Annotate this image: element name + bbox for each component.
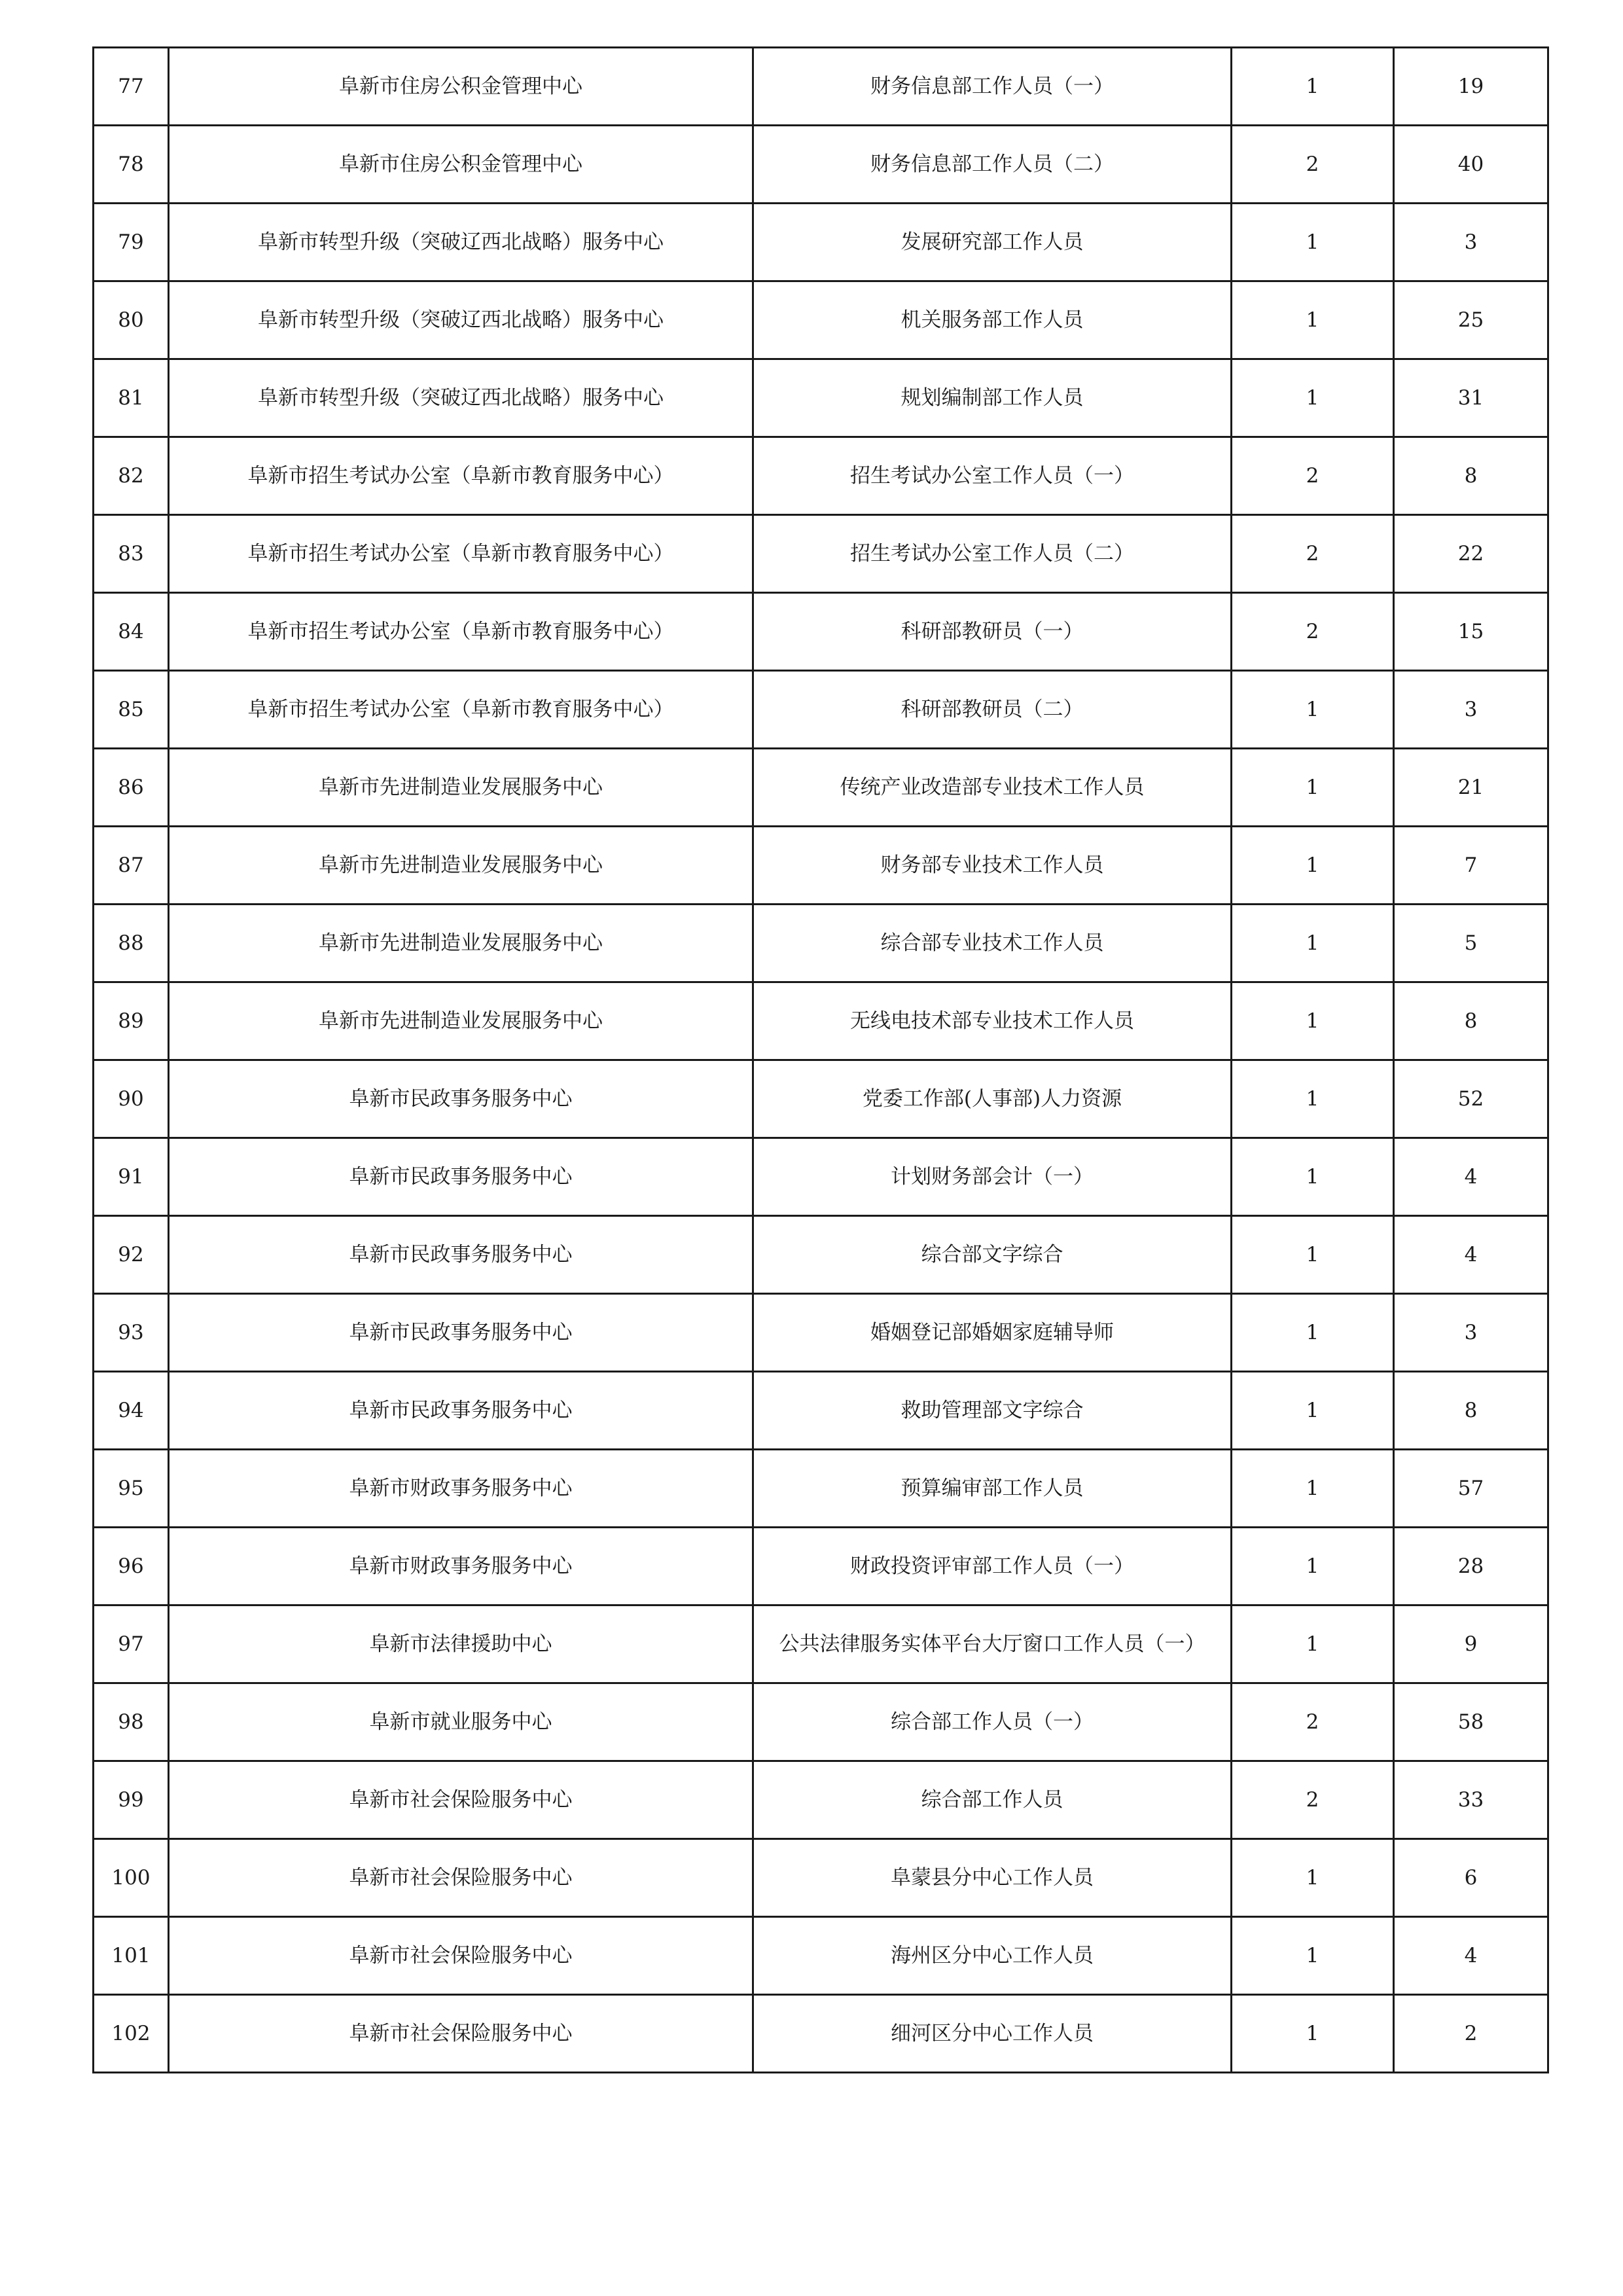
hiring-count-cell: 2	[1232, 593, 1394, 671]
hiring-count-cell: 1	[1232, 1216, 1394, 1294]
applicant-count-cell: 25	[1394, 281, 1548, 359]
applicant-count-cell: 6	[1394, 1839, 1548, 1917]
table-row	[94, 827, 1548, 905]
position-name-cell: 公共法律服务实体平台大厅窗口工作人员（一）	[753, 1605, 1232, 1683]
unit-name-cell: 阜新市住房公积金管理中心	[169, 126, 753, 204]
unit-name-cell: 阜新市就业服务中心	[169, 1683, 753, 1761]
applicant-count-cell: 19	[1394, 48, 1548, 126]
applicant-count-cell: 3	[1394, 671, 1548, 749]
applicant-count-cell: 8	[1394, 982, 1548, 1060]
position-name-cell: 科研部教研员（二）	[753, 671, 1232, 749]
unit-name-cell: 阜新市民政事务服务中心	[169, 1216, 753, 1294]
row-number-cell: 89	[94, 982, 169, 1060]
unit-name-cell: 阜新市先进制造业发展服务中心	[169, 905, 753, 982]
applicant-count-cell: 3	[1394, 1294, 1548, 1372]
applicant-count-cell: 2	[1394, 1995, 1548, 2073]
hiring-count-cell: 2	[1232, 515, 1394, 593]
row-number-cell: 98	[94, 1683, 169, 1761]
row-number-cell: 84	[94, 593, 169, 671]
hiring-count-cell: 1	[1232, 1450, 1394, 1528]
applicant-count-cell: 15	[1394, 593, 1548, 671]
hiring-count-cell: 1	[1232, 48, 1394, 126]
applicant-count-cell: 8	[1394, 1372, 1548, 1450]
hiring-count-cell: 1	[1232, 827, 1394, 905]
row-number-cell: 93	[94, 1294, 169, 1372]
hiring-count-cell: 1	[1232, 749, 1394, 827]
applicant-count-cell: 28	[1394, 1528, 1548, 1605]
unit-name-cell: 阜新市社会保险服务中心	[169, 1761, 753, 1839]
applicant-count-cell: 58	[1394, 1683, 1548, 1761]
hiring-count-cell: 1	[1232, 281, 1394, 359]
table-row	[94, 1761, 1548, 1839]
table-row	[94, 905, 1548, 982]
applicant-count-cell: 4	[1394, 1216, 1548, 1294]
unit-name-cell: 阜新市财政事务服务中心	[169, 1450, 753, 1528]
row-number-cell: 86	[94, 749, 169, 827]
hiring-count-cell: 2	[1232, 1761, 1394, 1839]
position-name-cell: 海州区分中心工作人员	[753, 1917, 1232, 1995]
position-name-cell: 综合部工作人员（一）	[753, 1683, 1232, 1761]
table-row	[94, 1839, 1548, 1917]
position-name-cell: 计划财务部会计（一）	[753, 1138, 1232, 1216]
position-name-cell: 财务部专业技术工作人员	[753, 827, 1232, 905]
table-row	[94, 1138, 1548, 1216]
position-name-cell: 综合部文字综合	[753, 1216, 1232, 1294]
applicant-count-cell: 31	[1394, 359, 1548, 437]
applicant-count-cell: 33	[1394, 1761, 1548, 1839]
position-name-cell: 综合部专业技术工作人员	[753, 905, 1232, 982]
hiring-count-cell: 1	[1232, 1839, 1394, 1917]
unit-name-cell: 阜新市社会保险服务中心	[169, 1917, 753, 1995]
row-number-cell: 94	[94, 1372, 169, 1450]
table-row	[94, 1372, 1548, 1450]
hiring-count-cell: 1	[1232, 204, 1394, 281]
unit-name-cell: 阜新市民政事务服务中心	[169, 1372, 753, 1450]
position-name-cell: 招生考试办公室工作人员（二）	[753, 515, 1232, 593]
unit-name-cell: 阜新市民政事务服务中心	[169, 1294, 753, 1372]
position-name-cell: 综合部工作人员	[753, 1761, 1232, 1839]
table-row	[94, 1450, 1548, 1528]
unit-name-cell: 阜新市先进制造业发展服务中心	[169, 982, 753, 1060]
unit-name-cell: 阜新市法律援助中心	[169, 1605, 753, 1683]
row-number-cell: 91	[94, 1138, 169, 1216]
row-number-cell: 85	[94, 671, 169, 749]
table-row	[94, 1216, 1548, 1294]
table-row	[94, 1917, 1548, 1995]
row-number-cell: 96	[94, 1528, 169, 1605]
table-row	[94, 749, 1548, 827]
unit-name-cell: 阜新市民政事务服务中心	[169, 1060, 753, 1138]
applicant-count-cell: 21	[1394, 749, 1548, 827]
document-page	[92, 46, 1547, 2073]
row-number-cell: 80	[94, 281, 169, 359]
row-number-cell: 88	[94, 905, 169, 982]
unit-name-cell: 阜新市民政事务服务中心	[169, 1138, 753, 1216]
position-name-cell: 细河区分中心工作人员	[753, 1995, 1232, 2073]
applicant-count-cell: 8	[1394, 437, 1548, 515]
table-row	[94, 204, 1548, 281]
hiring-count-cell: 1	[1232, 359, 1394, 437]
hiring-count-cell: 1	[1232, 1372, 1394, 1450]
unit-name-cell: 阜新市招生考试办公室（阜新市教育服务中心）	[169, 593, 753, 671]
position-name-cell: 规划编制部工作人员	[753, 359, 1232, 437]
unit-name-cell: 阜新市财政事务服务中心	[169, 1528, 753, 1605]
unit-name-cell: 阜新市招生考试办公室（阜新市教育服务中心）	[169, 515, 753, 593]
row-number-cell: 87	[94, 827, 169, 905]
hiring-count-cell: 1	[1232, 905, 1394, 982]
applicant-count-cell: 4	[1394, 1138, 1548, 1216]
table-row	[94, 1528, 1548, 1605]
position-name-cell: 阜蒙县分中心工作人员	[753, 1839, 1232, 1917]
unit-name-cell: 阜新市转型升级（突破辽西北战略）服务中心	[169, 359, 753, 437]
row-number-cell: 102	[94, 1995, 169, 2073]
row-number-cell: 97	[94, 1605, 169, 1683]
position-name-cell: 机关服务部工作人员	[753, 281, 1232, 359]
table-body	[94, 48, 1548, 2073]
table-row	[94, 1605, 1548, 1683]
table-row	[94, 48, 1548, 126]
table-row	[94, 281, 1548, 359]
row-number-cell: 99	[94, 1761, 169, 1839]
table-row	[94, 593, 1548, 671]
row-number-cell: 90	[94, 1060, 169, 1138]
unit-name-cell: 阜新市先进制造业发展服务中心	[169, 749, 753, 827]
hiring-count-cell: 1	[1232, 1995, 1394, 2073]
unit-name-cell: 阜新市招生考试办公室（阜新市教育服务中心）	[169, 437, 753, 515]
position-name-cell: 财务信息部工作人员（一）	[753, 48, 1232, 126]
hiring-count-cell: 2	[1232, 1683, 1394, 1761]
applicant-count-cell: 52	[1394, 1060, 1548, 1138]
unit-name-cell: 阜新市转型升级（突破辽西北战略）服务中心	[169, 281, 753, 359]
applicant-count-cell: 7	[1394, 827, 1548, 905]
unit-name-cell: 阜新市转型升级（突破辽西北战略）服务中心	[169, 204, 753, 281]
hiring-count-cell: 1	[1232, 1528, 1394, 1605]
row-number-cell: 79	[94, 204, 169, 281]
hiring-count-cell: 2	[1232, 126, 1394, 204]
row-number-cell: 81	[94, 359, 169, 437]
hiring-count-cell: 1	[1232, 1917, 1394, 1995]
row-number-cell: 95	[94, 1450, 169, 1528]
applicant-count-cell: 5	[1394, 905, 1548, 982]
hiring-count-cell: 2	[1232, 437, 1394, 515]
row-number-cell: 92	[94, 1216, 169, 1294]
applicant-count-cell: 9	[1394, 1605, 1548, 1683]
hiring-count-cell: 1	[1232, 1605, 1394, 1683]
position-name-cell: 科研部教研员（一）	[753, 593, 1232, 671]
recruitment-table	[92, 46, 1549, 2073]
table-row	[94, 1683, 1548, 1761]
table-row	[94, 1995, 1548, 2073]
applicant-count-cell: 3	[1394, 204, 1548, 281]
applicant-count-cell: 57	[1394, 1450, 1548, 1528]
position-name-cell: 无线电技术部专业技术工作人员	[753, 982, 1232, 1060]
unit-name-cell: 阜新市住房公积金管理中心	[169, 48, 753, 126]
unit-name-cell: 阜新市社会保险服务中心	[169, 1995, 753, 2073]
row-number-cell: 83	[94, 515, 169, 593]
position-name-cell: 预算编审部工作人员	[753, 1450, 1232, 1528]
unit-name-cell: 阜新市招生考试办公室（阜新市教育服务中心）	[169, 671, 753, 749]
position-name-cell: 发展研究部工作人员	[753, 204, 1232, 281]
hiring-count-cell: 1	[1232, 1138, 1394, 1216]
row-number-cell: 82	[94, 437, 169, 515]
table-row	[94, 437, 1548, 515]
table-row	[94, 671, 1548, 749]
hiring-count-cell: 1	[1232, 671, 1394, 749]
applicant-count-cell: 22	[1394, 515, 1548, 593]
hiring-count-cell: 1	[1232, 1294, 1394, 1372]
row-number-cell: 77	[94, 48, 169, 126]
table-row	[94, 1294, 1548, 1372]
position-name-cell: 救助管理部文字综合	[753, 1372, 1232, 1450]
row-number-cell: 78	[94, 126, 169, 204]
position-name-cell: 传统产业改造部专业技术工作人员	[753, 749, 1232, 827]
table-row	[94, 359, 1548, 437]
position-name-cell: 婚姻登记部婚姻家庭辅导师	[753, 1294, 1232, 1372]
position-name-cell: 财务信息部工作人员（二）	[753, 126, 1232, 204]
position-name-cell: 招生考试办公室工作人员（一）	[753, 437, 1232, 515]
hiring-count-cell: 1	[1232, 1060, 1394, 1138]
table-row	[94, 982, 1548, 1060]
applicant-count-cell: 40	[1394, 126, 1548, 204]
unit-name-cell: 阜新市先进制造业发展服务中心	[169, 827, 753, 905]
row-number-cell: 100	[94, 1839, 169, 1917]
unit-name-cell: 阜新市社会保险服务中心	[169, 1839, 753, 1917]
row-number-cell: 101	[94, 1917, 169, 1995]
hiring-count-cell: 1	[1232, 982, 1394, 1060]
applicant-count-cell: 4	[1394, 1917, 1548, 1995]
position-name-cell: 党委工作部(人事部)人力资源	[753, 1060, 1232, 1138]
table-row	[94, 1060, 1548, 1138]
table-row	[94, 515, 1548, 593]
position-name-cell: 财政投资评审部工作人员（一）	[753, 1528, 1232, 1605]
table-row	[94, 126, 1548, 204]
